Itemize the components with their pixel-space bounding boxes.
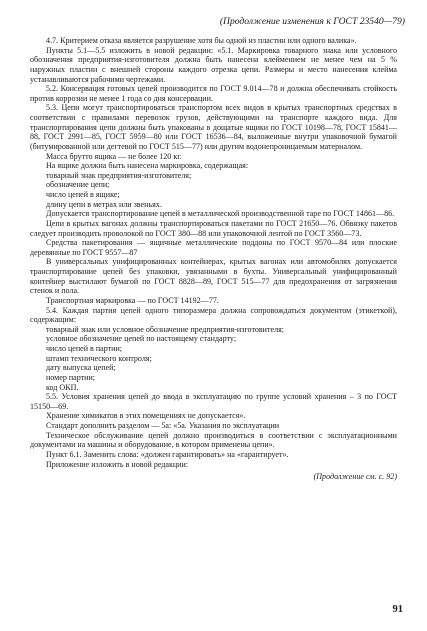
paragraph: товарный знак предприятия-изготовителя; xyxy=(46,170,192,180)
paragraph: Приложение изложить в новой редакции: xyxy=(46,459,189,469)
paragraph: Стандарт дополнить разделом — 5а: «5а. Указания по эксплуатации xyxy=(46,421,280,430)
paragraph: номер партии; xyxy=(46,372,96,382)
paragraph: Техническое обслуживание цепей должно производиться в соответствии с эксплуатационными документами на машины и оборудование, в котором применены цепи». xyxy=(30,430,397,450)
paragraph: число цепей в ящике; xyxy=(46,190,120,199)
page-number: 91 xyxy=(392,604,403,615)
paragraph: условное обозначение цепей по настоящему стандарту; xyxy=(46,334,237,344)
paragraph: штамп технического контроля; xyxy=(46,353,152,363)
paragraph: Допускается транспортирование цепей в металлической производственной таре по ГОСТ 14861—86. xyxy=(46,209,395,219)
paragraph: код ОКП. xyxy=(46,382,79,392)
paragraph: дату выпуска цепей; xyxy=(46,363,116,373)
paragraph: 5.3. Цепи могут транспортироваться транспортом всех видов в крытых транспортных средствах в соответствии с правилами перевозок грузов, действующими на транспорте каждого вида. Для транспортирования цепи должны быть упакованы в дощатые ящики по ГОСТ 10198—78, ГОСТ 15841—88, ГОСТ 2991—85, ГОСТ 5959—80 или ГОСТ 16536—84, выложенные внутри упаковочной бумагой (битумированной или дегтевой по ГОСТ 515—77) или другим водонепроницаемым материалом. xyxy=(30,103,397,151)
paragraph: На ящике должна быть нанесена маркировка, содержащая: xyxy=(46,161,249,171)
paragraph: Пункт 6.1. Заменить слова: «должен гарантировать» на «гарантирует». xyxy=(46,449,289,459)
continuation-note: (Продолжение см. с. 92) xyxy=(313,472,397,482)
paragraph: Транспортная маркировка — по ГОСТ 14192—77. xyxy=(46,295,219,305)
paragraph: 5.5. Условия хранения цепей до ввода в эксплуатацию по группе условий хранения – 3 по ГОСТ 15150—69. xyxy=(30,392,397,411)
continuation-header: (Продолжение изменения к ГОСТ 23540—79) xyxy=(219,16,405,27)
paragraph: Цепи в крытых вагонах должны транспортироваться пакетами по ГОСТ 21650—76. Обвязку пакетов следует производить проволокой по ГОСТ 380—88 или упаковочной лентой по ГОСТ 3560—73. xyxy=(30,218,397,238)
paragraph: Средства пакетирования — ящичные металлические поддоны по ГОСТ 9570—84 или плоские деревянные по ГОСТ 9557—87 xyxy=(30,238,397,257)
paragraph: В универсальных унифицированных контейнерах, крытых вагонах или автомобилях допускается транспортирование цепей без упаковки, увязанными в бухты. Универсальный унифицированный контейнер выстилают бумагой по ГОСТ 8828—89, ГОСТ 515—77 для предохранения от загрязнения стенок и пола. xyxy=(30,257,397,296)
paragraph: число цепей в партии; xyxy=(46,344,123,353)
paragraph: обозначение цепи; xyxy=(46,180,110,190)
paragraph: Масса брутто ящика — не более 120 кг. xyxy=(46,151,182,161)
paragraph: Хранение химикатов в этих помещениях не допускается». xyxy=(46,411,246,421)
paragraph: длину цепи в метрах или звеньях. xyxy=(46,199,162,209)
paragraph: товарный знак или условное обозначение предприятия-изготовителя; xyxy=(46,324,285,334)
document-body xyxy=(30,36,397,482)
paragraph: 5.2. Консервация готовых цепей производится по ГОСТ 9.014—78 и должна обеспечивать стойкость против коррозии не менее 1 года со дня консервации. xyxy=(30,84,397,103)
paragraph: 4.7. Критерием отказа является разрушение хотя бы одной из пластин или одного валика». xyxy=(46,36,357,45)
paragraph: 5.4. Каждая партия цепей одного типоразмера должна сопровождаться документом (этикеткой), содержащим: xyxy=(30,305,397,325)
paragraph: Пункты 5.1—5.5 изложить в новой редакции: «5.1. Маркировка товарного знака или условного обозначения предприятия-изготовителя должна быть нанесена клеймением не менее чем на 5 % наружных пластин с внешней стороны каждого отрезка цепи. Размеры и место нанесения клейма устанавливаются рабочими чертежами. xyxy=(30,45,397,84)
